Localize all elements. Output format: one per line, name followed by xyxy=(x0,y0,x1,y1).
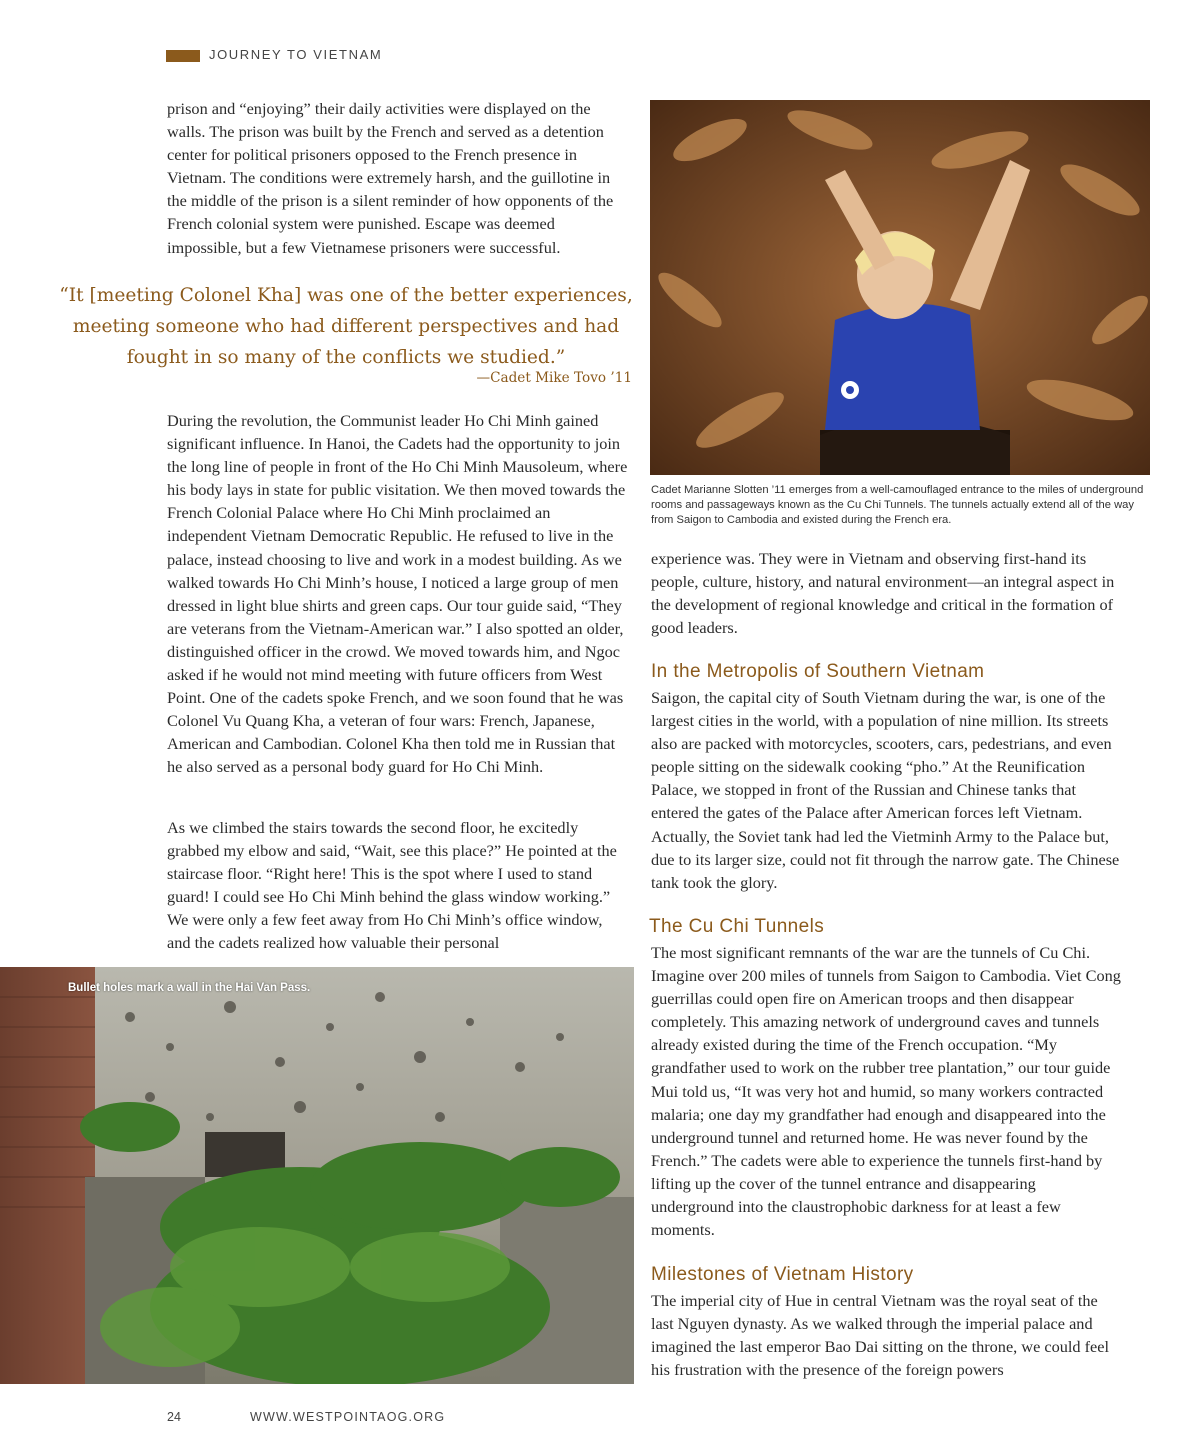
heading-cu-chi-tunnels: The Cu Chi Tunnels xyxy=(649,916,825,937)
wall-photo-caption: Bullet holes mark a wall in the Hai Van Pass. xyxy=(68,982,311,994)
section-metropolis-body: Saigon, the capital city of South Vietnam during the war, is one of the largest cities in the world, with a population of nine million. Its streets also are packed with motorcycles, scooters, cars, pedestrians, and even people sitting on the sidewalk cooking “pho.” At the Reunification Palace, we stopped in front of the Russian and Chinese tanks that entered the gates of the Palace after American forces left Vietnam. Actually, the Soviet tank had led the Vietminh Army to the Palace but, due to its larger size, could not fit through the narrow gate. The Chinese tank took the glory. xyxy=(651,688,1120,892)
section-title: JOURNEY TO VIETNAM xyxy=(209,47,383,62)
section-milestones-body: The imperial city of Hue in central Vietnam was the royal seat of the last Nguyen dynasty. As we walked through the imperial palace and imagined the last emperor Bao Dai sitting on the throne, we could feel his frustration with the presence of the foreign powers xyxy=(651,1291,1110,1380)
paragraph-revolution: During the revolution, the Communist leader Ho Chi Minh gained significant influence. In Hanoi, the Cadets had the opportunity to join the long line of people in front of the Ho Chi Minh Mausoleum, where his body lays in state for public visitation. We then moved towards the French Colonial Palace where Ho Chi Minh proclaimed an independent Vietnam Democratic Republic. He refused to live in the palace, instead choosing to live and work in a modest building. As we walked towards Ho Chi Minh’s house, I noticed a large group of men dressed in light blue shirts and green caps. Our tour guide said, “They are veterans from the Vietnam-American war.” I also spotted an older, distinguished officer in the crowd. We moved towards him, and Ngoc asked if he would not mind meeting with future officers from West Point. One of the cadets spoke French, and we soon found that he was Colonel Vu Quang Kha, a veteran of four wars: French, Japanese, American and Cambodian. Colonel Kha then told me in Russian that he also served as a personal body guard for Ho Chi Minh. xyxy=(167,411,628,777)
heading-milestones: Milestones of Vietnam History xyxy=(651,1264,914,1285)
pull-quote-attribution: —Cadet Mike Tovo ’11 xyxy=(476,370,632,386)
website-url[interactable]: WWW.WESTPOINTAOG.ORG xyxy=(250,1410,446,1424)
pull-quote: “It [meeting Colonel Kha] was one of the better experiences, meeting someone who had different perspectives and had fought in so many of the conflicts we studied.” xyxy=(59,285,633,368)
cu-chi-tunnel-photo xyxy=(650,100,1150,475)
intro-paragraph: prison and “enjoying” their daily activities were displayed on the walls. The prison was built by the French and served as a detention center for political prisoners opposed to the French presence in Vietnam. The conditions were extremely harsh, and the guillotine in the middle of the prison is a silent reminder of how opponents of the French colonial system were punished. Escape was deemed impossible, but a few Vietnamese prisoners were successful. xyxy=(167,99,614,257)
section-cu-chi-body: The most significant remnants of the war are the tunnels of Cu Chi. Imagine over 200 miles of tunnels from Saigon to Cambodia. Viet Cong guerrillas could open fire on American troops and then disappear completely. This amazing network of underground caves and tunnels already existed during the time of the French occupation. “My grandfather used to work on the rubber tree plantation,” our tour guide Mui told us, “It was very hot and humid, so many workers contracted malaria; one day my grandfather had enough and disappeared into the underground tunnel and returned home. He was never found by the French.” The cadets were able to experience the tunnels first-hand by lifting up the cover of the tunnel entrance and disappearing underground into the claustrophobic darkness for at least a few moments. xyxy=(651,943,1121,1240)
bullet-holes-wall-photo xyxy=(0,967,634,1384)
heading-metropolis: In the Metropolis of Southern Vietnam xyxy=(651,661,985,682)
tunnel-photo-caption: Cadet Marianne Slotten ’11 emerges from a well-camouflaged entrance to the miles of underground rooms and passageways known as the Cu Chi Tunnels. The tunnels actually extend all of the way from Saigon to Cambodia and existed during the French era. xyxy=(651,484,1144,526)
header-accent-bar xyxy=(166,50,200,62)
paragraph-continued: experience was. They were in Vietnam and observing first-hand its people, culture, history, and natural environment—an integral aspect in the development of regional knowledge and critical in the formation of good leaders. xyxy=(651,549,1115,638)
page-number: 24 xyxy=(167,1410,181,1424)
paragraph-stairs: As we climbed the stairs towards the second floor, he excitedly grabbed my elbow and said, “Wait, see this place?” He pointed at the staircase floor. “Right here! This is the spot where I used to stand guard! I could see Ho Chi Minh behind the glass window working.” We were only a few feet away from Ho Chi Minh’s office window, and the cadets realized how valuable their personal xyxy=(167,818,617,953)
